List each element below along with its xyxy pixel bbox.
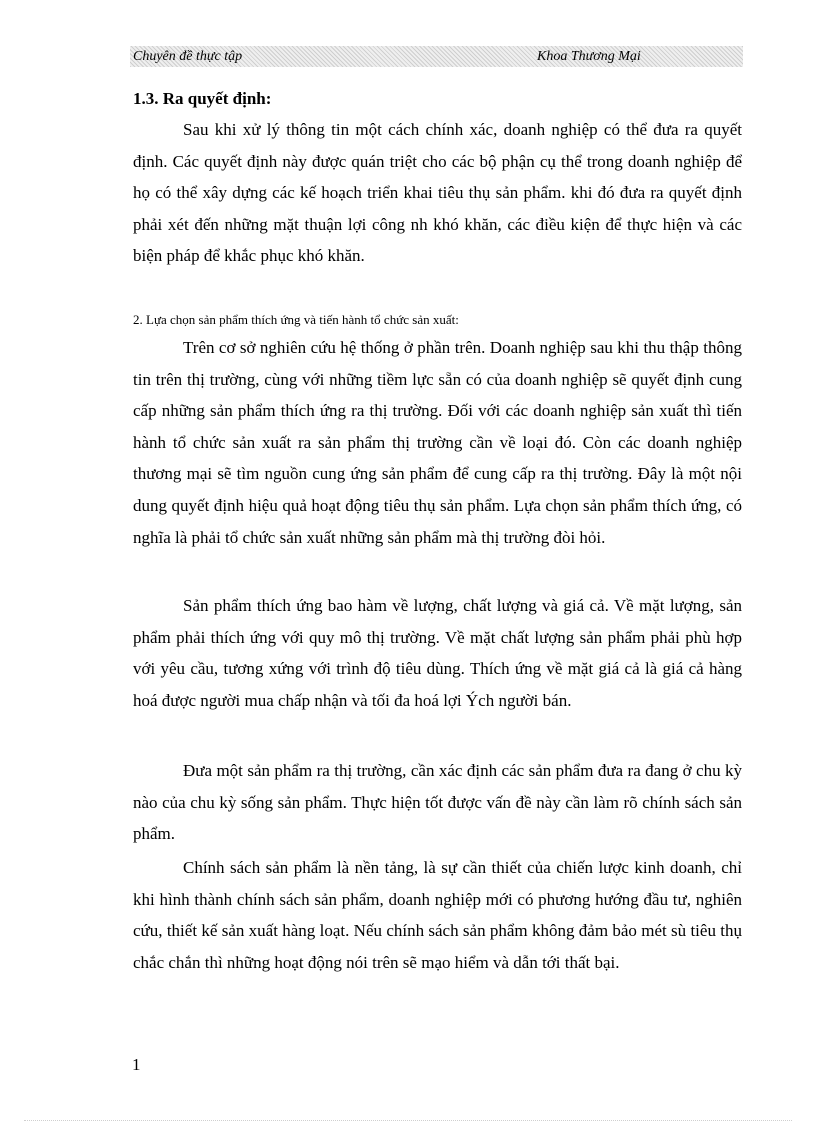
paragraph-3 — [133, 755, 742, 850]
bottom-rule — [24, 1120, 792, 1122]
subheading: 2. Lựa chọn sản phẩm thích ứng và tiến hành tổ chức sản xuất: — [133, 312, 459, 327]
paragraph-text: Sản phẩm thích ứng bao hàm về lượng, chất lượng và giá cả. Về mặt lượng, sản phẩm phải thích ứng với quy mô thị trường. Về mặt chất lượng sản phẩm phải phù hợp với yêu cầu, tương xứng với trình độ tiêu dùng. Thích ứng về mặt giá cả là giá cả hàng hoá được người mua chấp nhận và tối đa hoá lợi Ých người bán. — [133, 596, 742, 710]
paragraph-text: Sau khi xử lý thông tin một cách chính xác, doanh nghiệp có thể đưa ra quyết định. Các quyết định này được quán triệt cho các bộ phận cụ thể trong doanh nghiệp để họ có thể xây dựng các kế hoạch triển khai tiêu thụ sản phẩm. khi đó đưa ra quyết định phải xét đến những mặt thuận lợi công nh khó khăn, các điều kiện để thực hiện và các biện pháp để khắc phục khó khăn. — [133, 120, 742, 266]
paragraph-text: Đưa một sản phẩm ra thị trường, cần xác định các sản phẩm đưa ra đang ở chu kỳ nào của chu kỳ sống sản phẩm. Thực hiện tốt được vấn đề này cần làm rõ chính sách sản phẩm. — [133, 761, 742, 844]
paragraph-1 — [133, 332, 742, 553]
paragraph-text: Chính sách sản phẩm là nền tảng, là sự cần thiết của chiến lược kinh doanh, chỉ khi hình thành chính sách sản phẩm, doanh nghiệp mới có phương hướng đầu tư, nghiên cứu, thiết kế sản xuất hàng loạt. Nếu chính sách sản phẩm không đảm bảo mét sù tiêu thụ chắc chắn thì những hoạt động nói trên sẽ mạo hiểm và dẫn tới thất bại. — [133, 858, 742, 972]
paragraph-2 — [133, 590, 742, 716]
header-right-text: Khoa Thương Mại — [537, 49, 641, 64]
section-title: 1.3. Ra quyết định: — [133, 89, 272, 108]
paragraph-4 — [133, 852, 742, 978]
header-left-text: Chuyên đề thực tập — [133, 49, 243, 64]
paragraph-text: Trên cơ sở nghiên cứu hệ thống ở phần trên. Doanh nghiệp sau khi thu thập thông tin trên thị trường, cùng với những tiềm lực sẵn có của doanh nghiệp sẽ quyết định cung cấp những sản phẩm thích ứng ra thị trường. Đối với các doanh nghiệp sản xuất thì tiến hành tổ chức sản xuất ra sản phẩm thị trường cần về loại đó. Còn các doanh nghiệp thương mại sẽ tìm nguồn cung ứng sản phẩm để cung cấp ra thị trường. Đây là một nội dung quyết định hiệu quả hoạt động tiêu thụ sản phẩm. Lựa chọn sản phẩm thích ứng, có nghĩa là phải tổ chức sản xuất những sản phẩm mà thị trường đòi hỏi. — [133, 338, 742, 547]
paragraph-decision — [133, 114, 742, 272]
page-number: 1 — [132, 1055, 141, 1074]
